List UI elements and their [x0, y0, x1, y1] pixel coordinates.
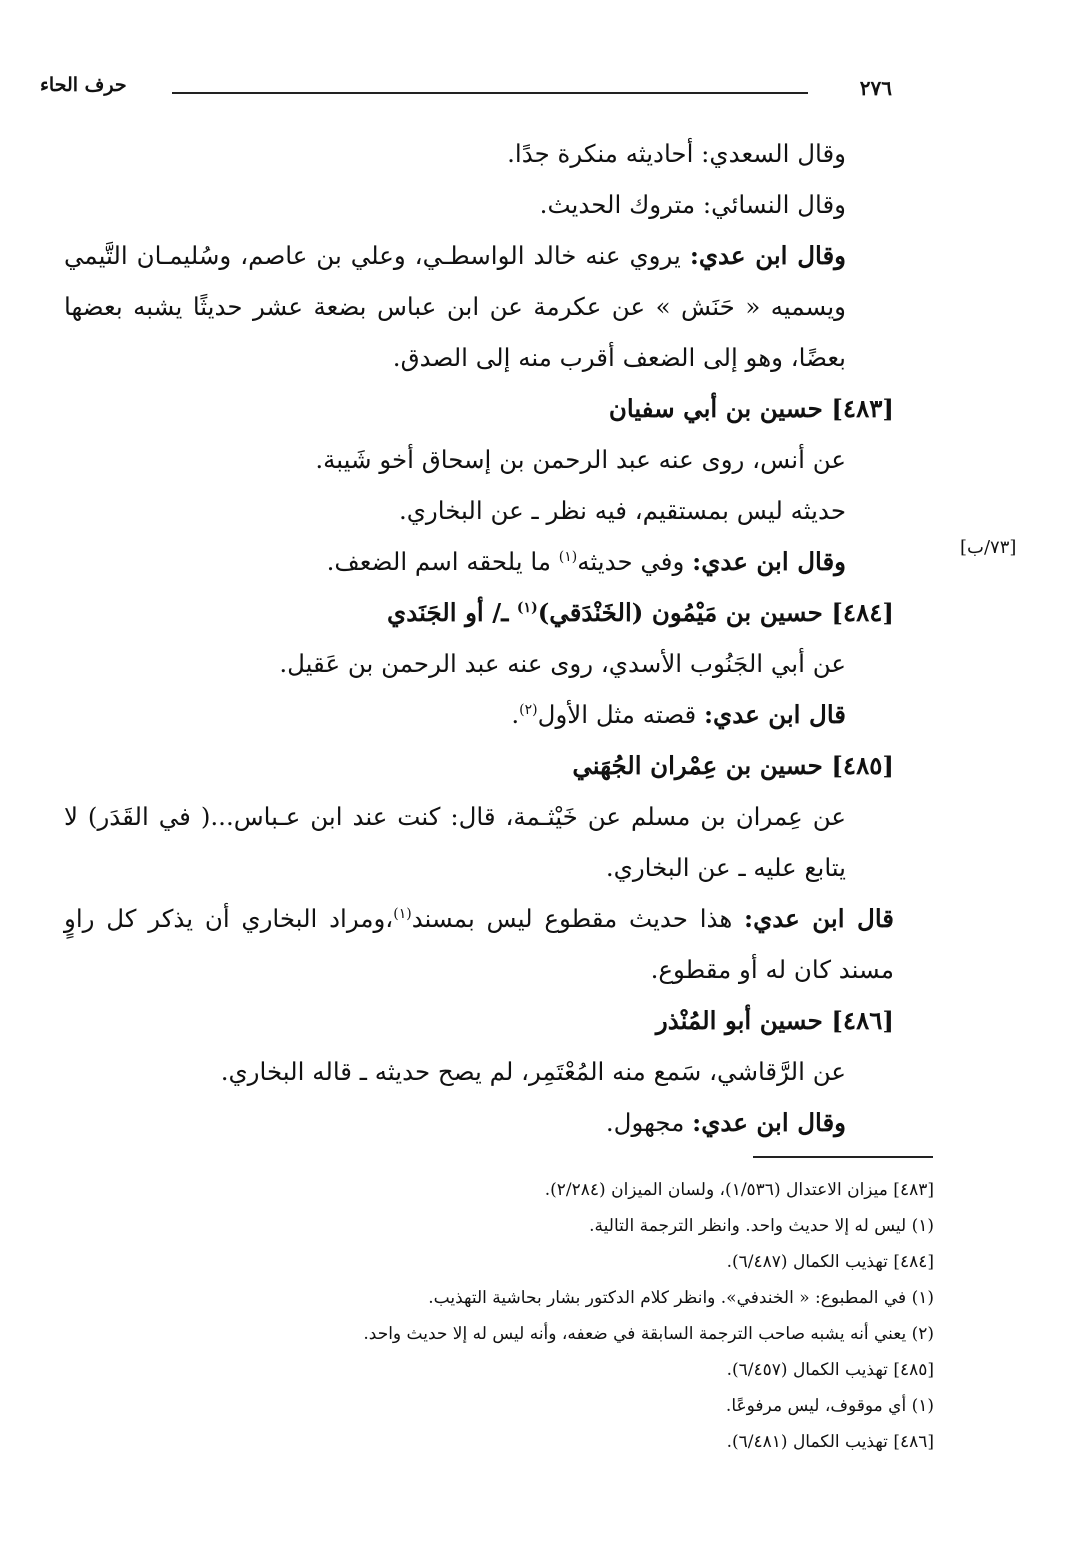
- footnote-separator: [753, 1156, 933, 1158]
- footnote: [٤٨٤] تهذيب الكمال (٦/٤٨٧).: [726, 1252, 934, 1272]
- text-paragraph: وقال ابن عدي: يروي عنه خالد الواسطـي، وعلي بن عاصم، وسُليمـان التَّيمي ويسميه « حَنَش » عن عكرمة عن ابن عباس بضعة عشر حديثًا يشبه بعضها بعضًا، وهو إلى الضعف أقرب منه إلى الصدق.: [64, 241, 847, 372]
- section-title: حرف الحاء: [40, 74, 127, 96]
- entry-heading-486: [٤٨٦] حسين أبو المُنْذر: [655, 1006, 894, 1035]
- footnote: (١) في المطبوع: « الخندفي». وانظر كلام الدكتور بشار بحاشية التهذيب.: [428, 1288, 934, 1308]
- text-line: وقال ابن عدي: وفي حديثه$^{(١)}$ ما يلحقه اسم الضعف.: [326, 547, 846, 576]
- header-rule: [172, 92, 808, 94]
- footnotes: [114, 1172, 934, 1460]
- text-line: وقال ابن عدي: مجهول.: [605, 1108, 846, 1137]
- text-line: وقال السعدي: أحاديثه منكرة جدًا.: [507, 139, 846, 168]
- footnote-ref: (١): [558, 548, 578, 565]
- running-header: [40, 72, 900, 112]
- footnote: (١) ليس له إلا حديث واحد. وانظر الترجمة التالية.: [589, 1216, 934, 1236]
- footnote-ref: (١): [516, 599, 538, 616]
- entry-heading-484: [٤٨٤] حسين بن مَيْمُون (الخَنْدَقي)$^{(١)}$ ـ/ أو الجَنَدي: [387, 598, 894, 627]
- entry-heading-483: [٤٨٣] حسين بن أبي سفيان: [608, 394, 894, 423]
- text-line: حديثه ليس بمستقيم، فيه نظر ـ عن البخاري.: [398, 496, 846, 525]
- text-paragraph: عن عِمران بن مسلم عن خَيْثـمة، قال: كنت عند ابن عـباس...( في القَدَر) لا يتابع عليه ـ عن البخاري.: [64, 802, 846, 882]
- text-line: عن الرَّقاشي، سَمع منه المُعْتَمِر، لم يصح حديثه ـ قاله البخاري.: [220, 1057, 846, 1086]
- footnote-ref: (١): [393, 905, 412, 922]
- entry-heading-485: [٤٨٥] حسين بن عِمْران الجُهَني: [572, 751, 894, 780]
- text-line: قال ابن عدي: قصته مثل الأول$^{(٢)}$.: [511, 700, 846, 729]
- text-line: عن أبي الجَنُوب الأسدي، روى عنه عبد الرحمن بن عَقيل.: [279, 649, 846, 678]
- page-number: ٢٧٦: [859, 76, 892, 100]
- footnote: [٤٨٦] تهذيب الكمال (٦/٤٨١).: [726, 1432, 934, 1452]
- footnote-ref: (٢): [519, 701, 538, 718]
- footnote: (١) أي موقوف، ليس مرفوعًا.: [725, 1396, 934, 1416]
- text-paragraph: قال ابن عدي: هذا حديث مقطوع ليس بمسند$^{(١)}$،ومراد البخاري أن يذكر كل راوٍ مسند كان له أو مقطوع.: [64, 904, 895, 984]
- footnote: [٤٨٥] تهذيب الكمال (٦/٤٥٧).: [726, 1360, 934, 1380]
- main-text: [64, 128, 894, 1148]
- margin-folio-note: [٧٣/ب]: [960, 537, 1017, 558]
- footnote: (٢) يعني أنه يشبه صاحب الترجمة السابقة في ضعفه، وأنه ليس له إلا حديث واحد.: [363, 1324, 934, 1344]
- bold-lead: وقال ابن عدي:: [689, 241, 847, 270]
- text-line: عن أنس، روى عنه عبد الرحمن بن إسحاق أخو شَيبة.: [315, 445, 846, 474]
- footnote: [٤٨٣] ميزان الاعتدال (١/٥٣٦)، ولسان الميزان (٢/٢٨٤).: [544, 1180, 934, 1200]
- text-line: وقال النسائي: متروك الحديث.: [539, 190, 846, 219]
